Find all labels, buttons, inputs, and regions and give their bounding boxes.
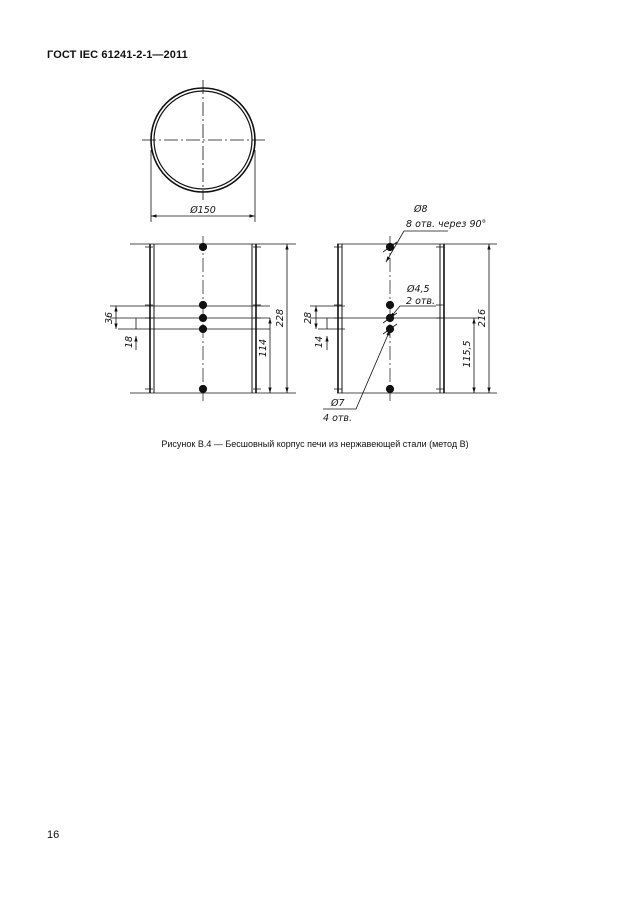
callout-hole45-size: Ø4,5 [407,284,430,295]
callout-hole45-note: 2 отв. [406,296,436,307]
hole-bottom [199,385,206,392]
callout-hole8-size: Ø8 [414,204,428,215]
dim-label-115-5: 115,5 [462,340,473,368]
hole-top [199,243,206,250]
dim-label-228: 228 [275,308,286,328]
dim-label-216: 216 [477,308,488,328]
standard-header: ГОСТ IEC 61241-2-1—2011 [47,49,188,61]
dim-label-36: 36 [104,311,115,325]
callout-hole7-size: Ø7 [331,398,345,409]
dim-label-14: 14 [314,335,325,349]
page-number: 16 [47,829,60,841]
leader-hole8 [386,231,448,262]
diameter-label: Ø150 [190,205,216,216]
dim-label-114: 114 [258,338,269,358]
hole-36 [199,301,206,308]
top-view [142,80,265,222]
dim-label-28: 28 [303,311,314,325]
hole-bottom [386,385,393,392]
dim-label-18: 18 [124,335,135,349]
callout-hole7-note: 4 отв. [323,413,353,424]
hole-18 [199,314,206,321]
leader-hole45 [390,306,436,318]
hole-reference [199,325,206,332]
figure-caption: Рисунок B.4 — Бесшовный корпус печи из нержавеющей стали (метод B) [161,439,469,449]
callout-hole8-note: 8 отв. через 90° [406,219,487,230]
right-view [310,231,497,409]
hole-28 [386,301,393,308]
